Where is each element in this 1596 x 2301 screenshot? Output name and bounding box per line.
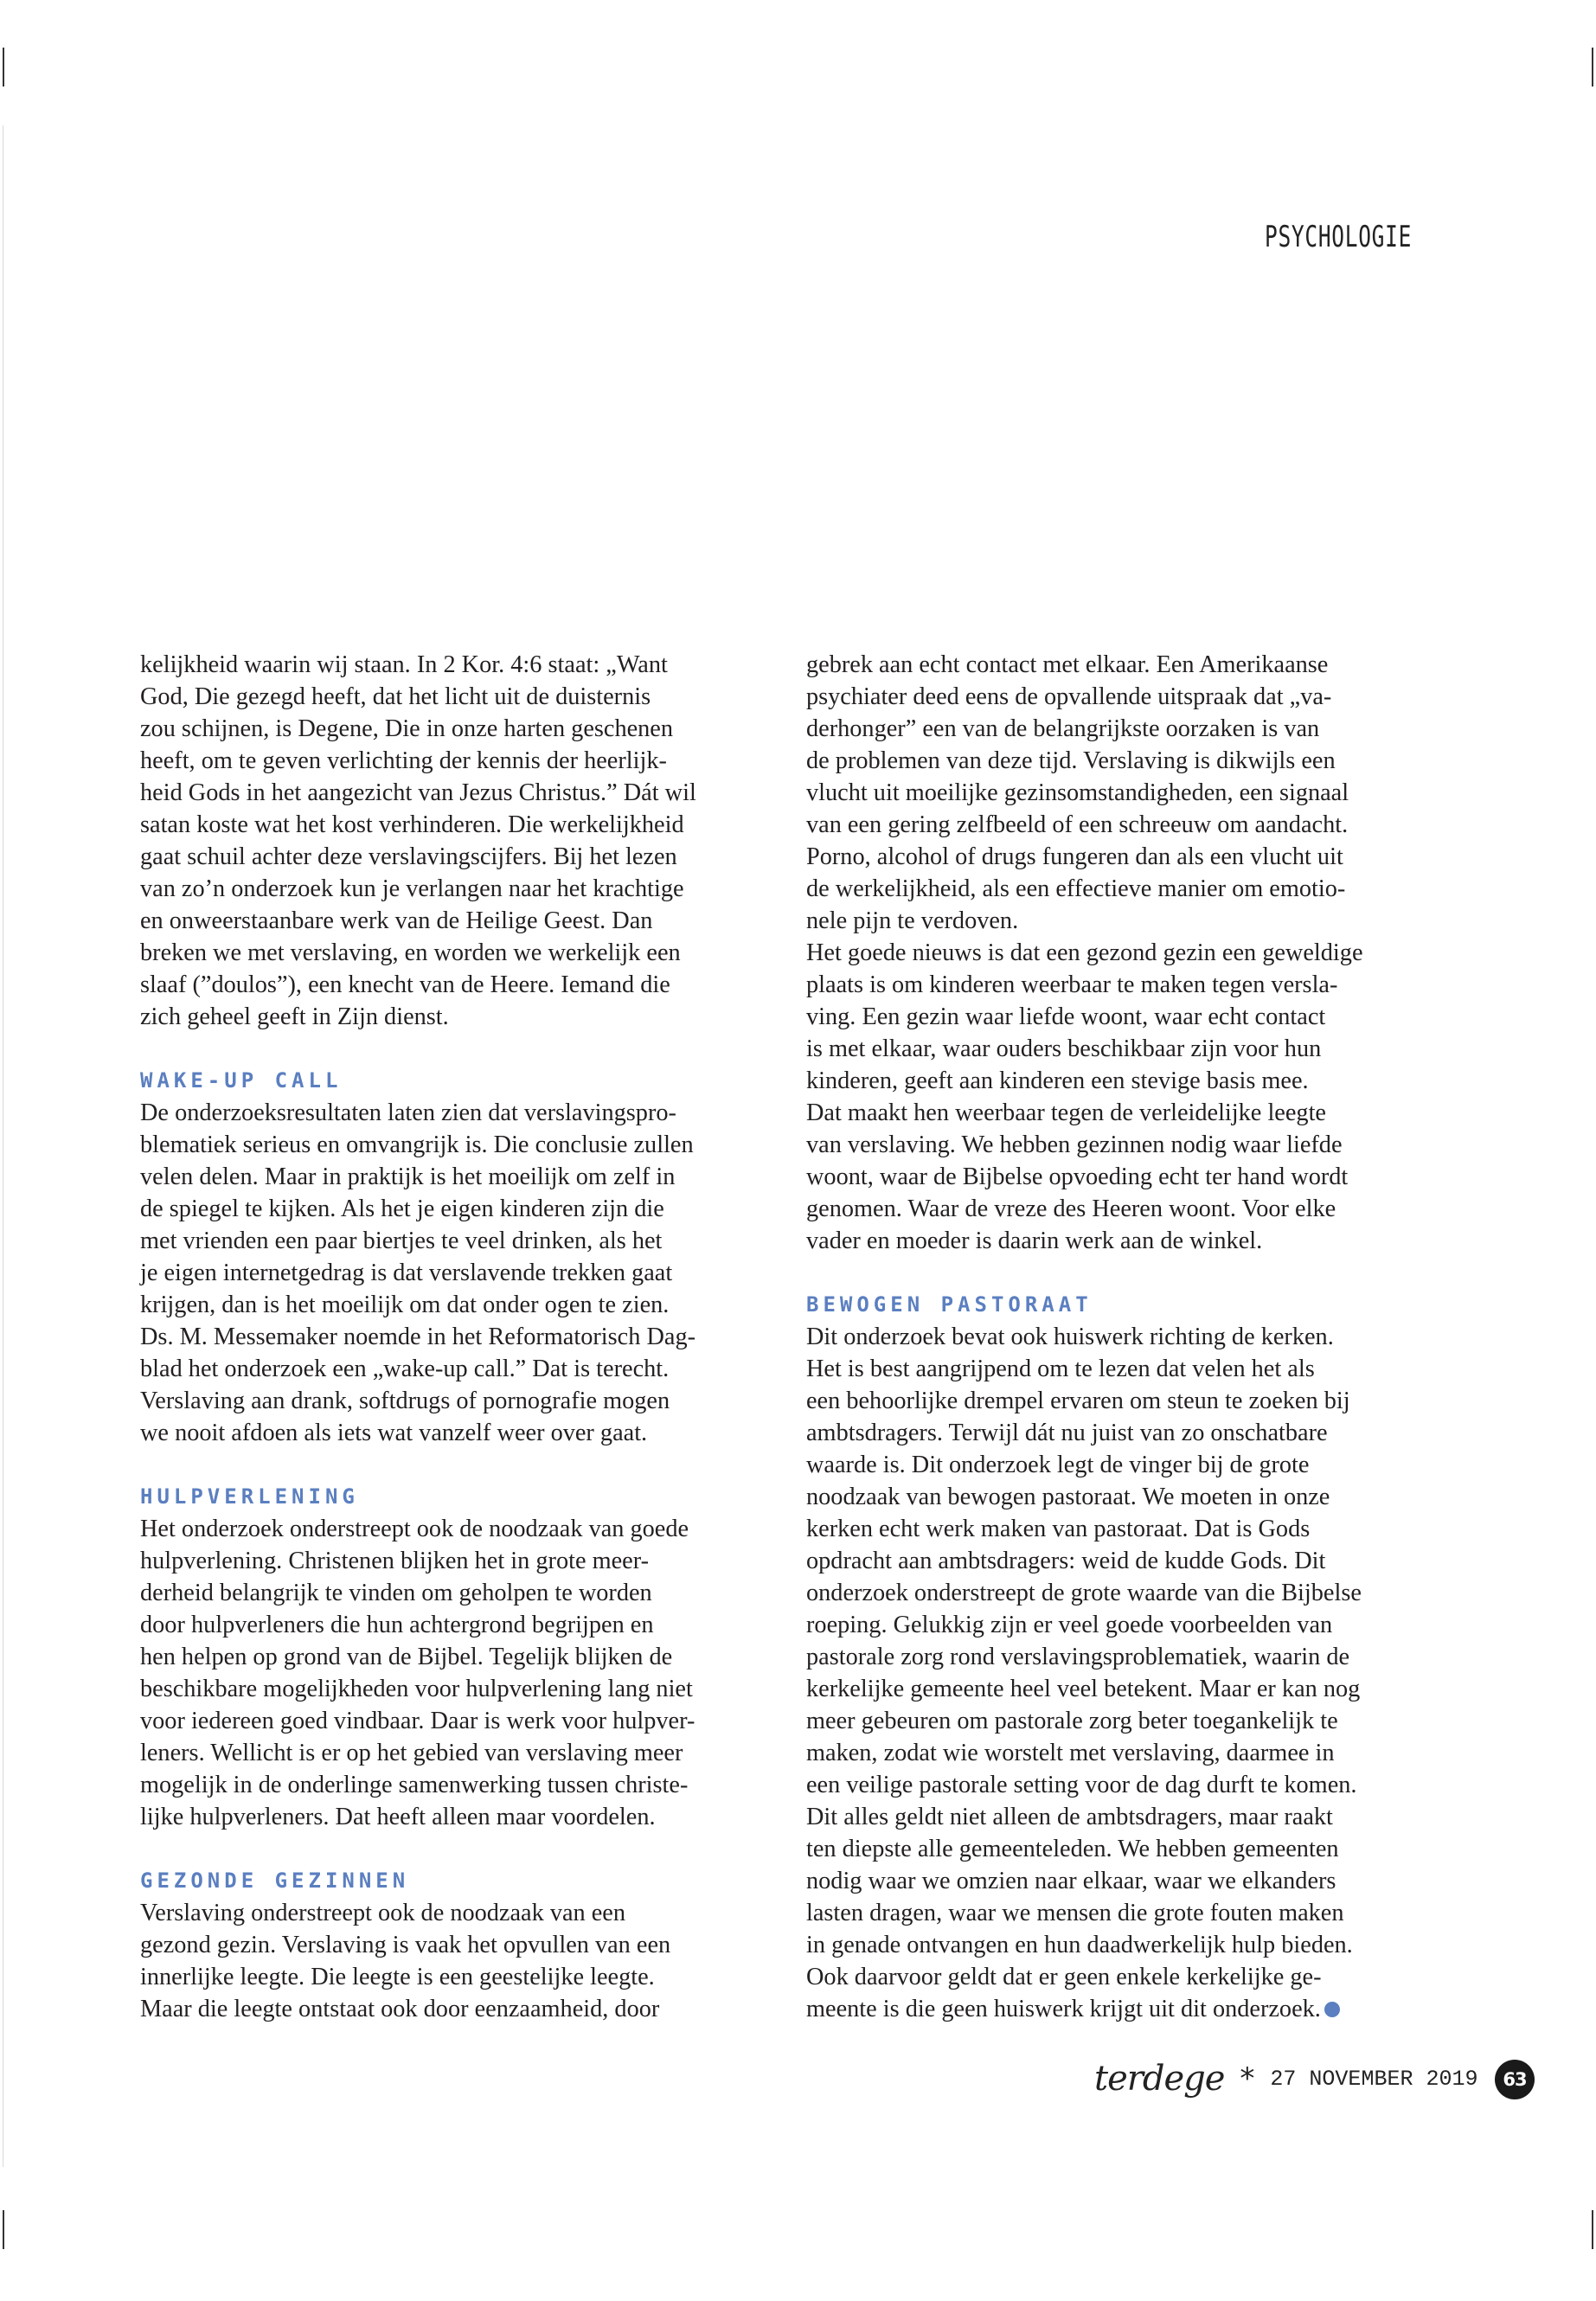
line-text: vlucht uit moeilijke gezinsomstandigheden, een signaal [806, 779, 1349, 806]
text-line [140, 1577, 780, 1609]
line-text: we nooit afdoen als iets wat vanzelf weer over gaat. [140, 1420, 648, 1446]
asterisk-icon: * [1240, 2061, 1255, 2096]
line-text: opdracht aan ambtsdragers: weid de kudde Gods. Dit [806, 1548, 1326, 1574]
line-text: God, Die gezegd heeft, dat het licht uit de duisternis [140, 683, 651, 710]
line-text: pastorale zorg rond verslavingsproblematiek, waarin de [806, 1644, 1350, 1670]
line-text: met vrienden een paar biertjes te veel drinken, als het [140, 1227, 663, 1254]
line-text: een behoorlijke drempel ervaren om steun te zoeken bij [806, 1388, 1350, 1414]
text-line [806, 1609, 1446, 1641]
line-text: meer gebeuren om pastorale zorg beter toegankelijk te [806, 1708, 1338, 1734]
text-line [140, 1225, 780, 1257]
line-text: psychiater deed eens de opvallende uitspraak dat „va- [806, 683, 1332, 710]
text-line [140, 937, 780, 969]
text-line [806, 841, 1446, 873]
line-text: leners. Wellicht is er op het gebied van verslaving meer [140, 1740, 683, 1766]
line-text: blad het onderzoek een „wake-up call.” Dat is terecht. [140, 1356, 670, 1382]
text-line [806, 1065, 1446, 1097]
text-line [140, 1257, 780, 1289]
line-text: je eigen internetgedrag is dat verslavende trekken gaat [140, 1259, 673, 1286]
line-text: kelijkheid waarin wij staan. In 2 Kor. 4:6 staat: „Want [140, 651, 668, 678]
text-line [806, 1993, 1446, 2025]
line-text: breken we met verslaving, en worden we werkelijk een [140, 939, 681, 966]
page-footer [1094, 2059, 1477, 2099]
text-line [806, 1769, 1446, 1801]
line-text: de werkelijkheid, als een effectieve manier om emotio- [806, 875, 1346, 902]
spacer [140, 1833, 780, 1865]
text-line [140, 1673, 780, 1705]
spacer [140, 1033, 780, 1065]
line-text: in genade ontvangen en hun daadwerkelijk hulp bieden. [806, 1932, 1353, 1958]
line-text: vader en moeder is daarin werk aan de winkel. [806, 1227, 1263, 1254]
crop-mark [1592, 2210, 1593, 2249]
line-text: kerkelijke gemeente heel veel betekent. Maar er kan nog [806, 1676, 1361, 1702]
line-text: ten diepste alle gemeenteleden. We hebben gemeenten [806, 1836, 1339, 1862]
text-line [140, 1609, 780, 1641]
line-text: genomen. Waar de vreze des Heeren woont. Voor elke [806, 1195, 1336, 1222]
line-text: blematiek serieus en omvangrijk is. Die conclusie zullen [140, 1131, 694, 1158]
line-text: de problemen van deze tijd. Verslaving is dikwijls een [806, 747, 1336, 774]
text-line [140, 1737, 780, 1769]
text-line [806, 1545, 1446, 1577]
line-text: is met elkaar, waar ouders beschikbaar zijn voor hun [806, 1035, 1322, 1062]
line-text: De onderzoeksresultaten laten zien dat verslavingspro- [140, 1099, 676, 1126]
text-line [806, 649, 1446, 681]
line-text: meente is die geen huiswerk krijgt uit dit onderzoek. [806, 1996, 1321, 2022]
paragraph [140, 1513, 780, 1833]
section-heading: GEZONDE GEZINNEN [140, 1868, 410, 1893]
text-line [140, 681, 780, 713]
text-line [806, 713, 1446, 745]
line-text: beschikbare mogelijkheden voor hulpverlening lang niet [140, 1676, 693, 1702]
paragraph [806, 1321, 1446, 2025]
page-number: 63 [1495, 2060, 1535, 2099]
line-text: mogelijk in de onderlinge samenwerking tussen christe- [140, 1772, 689, 1798]
line-text: Dat maakt hen weerbaar tegen de verleidelijke leegte [806, 1099, 1326, 1126]
text-line [140, 1897, 780, 1929]
line-text: Dit onderzoek bevat ook huiswerk richting de kerken. [806, 1324, 1334, 1350]
line-text: Het onderzoek onderstreept ook de noodzaak van goede [140, 1516, 689, 1542]
text-line [806, 1129, 1446, 1161]
line-text: Porno, alcohol of drugs fungeren dan als een vlucht uit [806, 843, 1343, 870]
spacer [140, 1449, 780, 1481]
line-text: kerken echt werk maken van pastoraat. Dat is Gods [806, 1516, 1311, 1542]
text-line [140, 649, 780, 681]
text-line [140, 1513, 780, 1545]
text-line [806, 873, 1446, 905]
section-heading: HULPVERLENING [140, 1484, 359, 1509]
text-line [806, 1801, 1446, 1833]
section-label: PSYCHOLOGIE [1265, 220, 1413, 254]
line-text: Verslaving onderstreept ook de noodzaak van een [140, 1900, 626, 1926]
line-text: heeft, om te geven verlichting der kennis der heerlijk- [140, 747, 667, 774]
section-heading: WAKE-UP CALL [140, 1068, 343, 1093]
line-text: krijgen, dan is het moeilijk om dat onder ogen te zien. [140, 1292, 670, 1318]
text-line [140, 713, 780, 745]
text-line [140, 1385, 780, 1417]
crop-mark [3, 48, 4, 87]
text-line [806, 1705, 1446, 1737]
text-line [140, 1353, 780, 1385]
text-line [140, 809, 780, 841]
text-line [140, 745, 780, 777]
line-text: innerlijke leegte. Die leegte is een geestelijke leegte. [140, 1964, 655, 1990]
line-text: gaat schuil achter deze verslavingscijfers. Bij het lezen [140, 843, 677, 870]
text-line [140, 1321, 780, 1353]
line-text: nodig waar we omzien naar elkaar, waar we elkanders [806, 1868, 1336, 1894]
text-line [806, 1929, 1446, 1961]
line-text: zou schijnen, is Degene, Die in onze harten geschenen [140, 715, 674, 742]
text-line [806, 1097, 1446, 1129]
text-line [806, 745, 1446, 777]
line-text: Verslaving aan drank, softdrugs of pornografie mogen [140, 1388, 670, 1414]
text-line [806, 1001, 1446, 1033]
line-text: van zo’n onderzoek kun je verlangen naar het krachtige [140, 875, 684, 902]
text-line [806, 1417, 1446, 1449]
line-text: Dit alles geldt niet alleen de ambtsdragers, maar raakt [806, 1804, 1333, 1830]
text-line [806, 1673, 1446, 1705]
line-text: plaats is om kinderen weerbaar te maken tegen versla- [806, 971, 1338, 998]
line-text: de spiegel te kijken. Als het je eigen kinderen zijn die [140, 1195, 664, 1222]
line-text: hulpverlening. Christenen blijken het in grote meer- [140, 1548, 650, 1574]
spacer [806, 1257, 1446, 1289]
article-column-right [806, 649, 1446, 2025]
text-line [140, 1129, 780, 1161]
line-text: kinderen, geeft aan kinderen een stevige basis mee. [806, 1067, 1309, 1094]
text-line [806, 1833, 1446, 1865]
text-line [140, 873, 780, 905]
text-line [806, 1737, 1446, 1769]
text-line [806, 905, 1446, 937]
text-line [140, 1705, 780, 1737]
text-line [806, 1897, 1446, 1929]
text-line [140, 1097, 780, 1129]
line-text: Ook daarvoor geldt dat er geen enkele kerkelijke ge- [806, 1964, 1322, 1990]
text-line [140, 969, 780, 1001]
line-text: voor iedereen goed vindbaar. Daar is werk voor hulpver- [140, 1708, 695, 1734]
text-line [806, 969, 1446, 1001]
line-text: lasten dragen, waar we mensen die grote fouten maken [806, 1900, 1344, 1926]
line-text: hen helpen op grond van de Bijbel. Tegelijk blijken de [140, 1644, 673, 1670]
line-text: heid Gods in het aangezicht van Jezus Christus.” Dát wil [140, 779, 696, 806]
line-text: zich geheel geeft in Zijn dienst. [140, 1003, 449, 1030]
text-line [806, 1225, 1446, 1257]
line-text: gezond gezin. Verslaving is vaak het opvullen van een [140, 1932, 671, 1958]
line-text: slaaf (”doulos”), een knecht van de Heere. Iemand die [140, 971, 670, 998]
text-line [806, 1577, 1446, 1609]
line-text: een veilige pastorale setting voor de dag durft te komen. [806, 1772, 1357, 1798]
section-heading: BEWOGEN PASTORAAT [806, 1292, 1093, 1317]
paragraph [140, 1897, 780, 2025]
magazine-logo: terdege [1094, 2059, 1225, 2099]
text-line [806, 1033, 1446, 1065]
line-text: noodzaak van bewogen pastoraat. We moeten in onze [806, 1484, 1330, 1510]
line-text: onderzoek onderstreept de grote waarde van die Bijbelse [806, 1580, 1362, 1606]
crop-mark [3, 2210, 4, 2249]
line-text: Maar die leegte ontstaat ook door eenzaamheid, door [140, 1996, 660, 2022]
line-text: nele pijn te verdoven. [806, 907, 1019, 934]
paragraph [140, 1097, 780, 1449]
crop-mark [1592, 48, 1593, 87]
text-line [806, 1321, 1446, 1353]
line-text: derheid belangrijk te vinden om geholpen te worden [140, 1580, 652, 1606]
line-text: ambtsdragers. Terwijl dát nu juist van zo onschatbare [806, 1420, 1328, 1446]
text-line [140, 841, 780, 873]
text-line [140, 1993, 780, 2025]
line-text: Ds. M. Messemaker noemde in het Reformatorisch Dag- [140, 1324, 696, 1350]
line-text: maken, zodat wie worstelt met verslaving, daarmee in [806, 1740, 1335, 1766]
text-line [140, 1641, 780, 1673]
text-line [806, 1385, 1446, 1417]
line-text: van een gering zelfbeeld of een schreeuw om aandacht. [806, 811, 1349, 838]
line-text: roeping. Gelukkig zijn er veel goede voorbeelden van [806, 1612, 1333, 1638]
text-line [806, 1961, 1446, 1993]
article-column-left [140, 649, 780, 2025]
text-line [806, 1161, 1446, 1193]
line-text: ving. Een gezin waar liefde woont, waar echt contact [806, 1003, 1326, 1030]
text-line [140, 1417, 780, 1449]
text-line [806, 1865, 1446, 1897]
text-line [806, 809, 1446, 841]
text-line [806, 777, 1446, 809]
line-text: waarde is. Dit onderzoek legt de vinger bij de grote [806, 1452, 1310, 1478]
line-text: van verslaving. We hebben gezinnen nodig waar liefde [806, 1131, 1343, 1158]
text-line [140, 1769, 780, 1801]
line-text: Het goede nieuws is dat een gezond gezin een geweldige [806, 939, 1363, 966]
text-line [140, 1193, 780, 1225]
line-text: en onweerstaanbare werk van de Heilige Geest. Dan [140, 907, 653, 934]
text-line [140, 1801, 780, 1833]
text-line [806, 681, 1446, 713]
line-text: velen delen. Maar in praktijk is het moeilijk om zelf in [140, 1163, 676, 1190]
end-mark-icon [1324, 2002, 1340, 2017]
line-text: gebrek aan echt contact met elkaar. Een Amerikaanse [806, 651, 1329, 678]
text-line [806, 1641, 1446, 1673]
paragraph [140, 649, 780, 1033]
text-line [140, 1545, 780, 1577]
line-text: derhonger” een van de belangrijkste oorzaken is van [806, 715, 1320, 742]
text-line [806, 1193, 1446, 1225]
text-line [806, 1449, 1446, 1481]
line-text: woont, waar de Bijbelse opvoeding echt ter hand wordt [806, 1163, 1349, 1190]
text-line [140, 1161, 780, 1193]
text-line [140, 1961, 780, 1993]
line-text: Het is best aangrijpend om te lezen dat velen het als [806, 1356, 1315, 1382]
line-text: door hulpverleners die hun achtergrond begrijpen en [140, 1612, 654, 1638]
text-line [140, 1289, 780, 1321]
paragraph [806, 649, 1446, 937]
line-text: satan koste wat het kost verhinderen. Die werkelijkheid [140, 811, 684, 838]
text-line [806, 1353, 1446, 1385]
line-text: lijke hulpverleners. Dat heeft alleen maar voordelen. [140, 1804, 656, 1830]
text-line [140, 1001, 780, 1033]
text-line [806, 1481, 1446, 1513]
text-line [140, 905, 780, 937]
text-line [806, 937, 1446, 969]
paragraph [806, 937, 1446, 1257]
text-line [806, 1513, 1446, 1545]
issue-date: 27 NOVEMBER 2019 [1270, 2066, 1478, 2092]
text-line [140, 1929, 780, 1961]
text-line [140, 777, 780, 809]
